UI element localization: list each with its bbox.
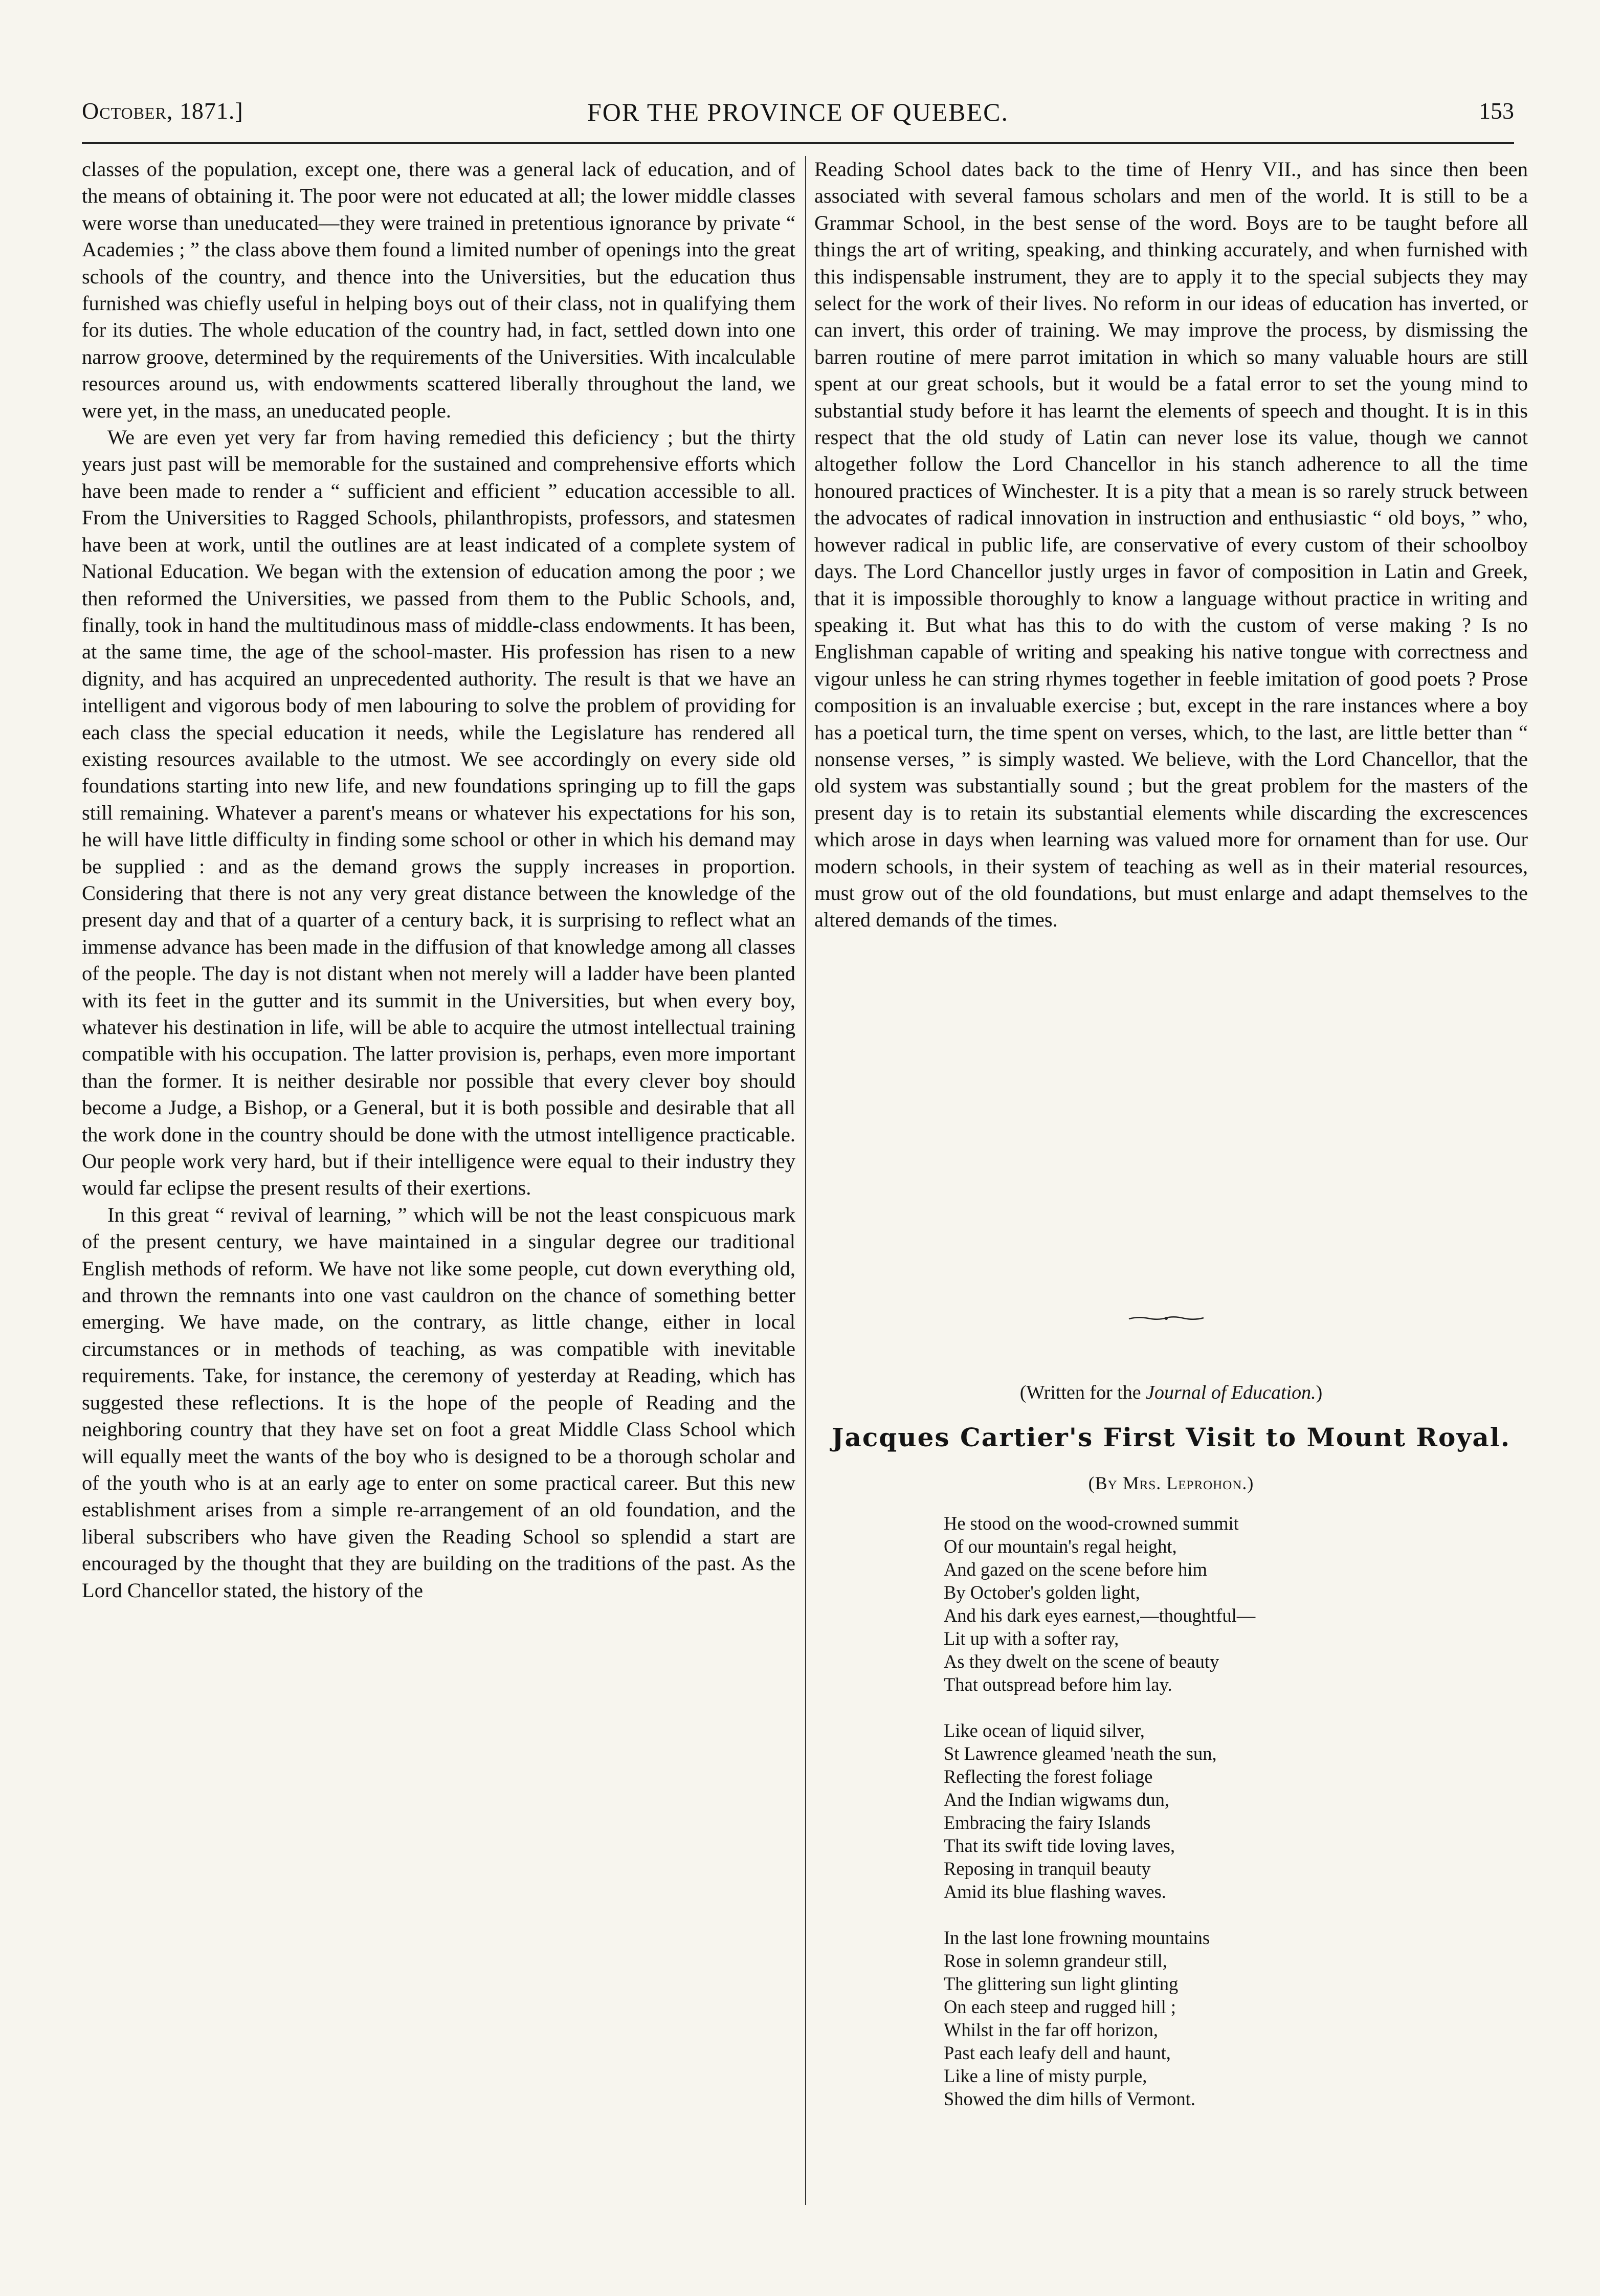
poem-line: In the last lone frowning mountains	[944, 1927, 1210, 1948]
section-ornament	[1128, 1315, 1205, 1322]
poem-line: Reposing in tranquil beauty	[944, 1858, 1151, 1879]
poem-line: Embracing the fairy Islands	[944, 1812, 1151, 1833]
header-date: October, 1871.]	[82, 98, 243, 124]
poem-line: On each steep and rugged hill ;	[944, 1996, 1176, 2017]
poem-line: That outspread before him lay.	[944, 1674, 1172, 1695]
column-divider	[805, 156, 806, 2205]
poem-line: And the Indian wigwams dun,	[944, 1789, 1169, 1810]
poem-line: Of our mountain's regal height,	[944, 1536, 1177, 1557]
poem-line: Like a line of misty purple,	[944, 2065, 1147, 2086]
poem-byline: (By Mrs. Leprohon.)	[1088, 1473, 1254, 1493]
poem-body	[944, 1512, 1506, 2133]
poem-line: And gazed on the scene before him	[944, 1559, 1207, 1580]
stanza-3	[944, 1926, 1506, 2110]
poem-line: And his dark eyes earnest,—thoughtful—	[944, 1605, 1256, 1626]
poem-line: Amid its blue flashing waves.	[944, 1881, 1166, 1902]
poem-line: Lit up with a softer ray,	[944, 1628, 1119, 1649]
right-paragraph-1: Reading School dates back to the time of Henry VII., and has since then been associated with several famous scholars and men of the world. It is still to be a Grammar School, in the best sense of the word. Boys are to be taught before all things the art of writing, speaking, and thinking accurately, and when furnished with this indispensable instrument, they are to apply it to the special subjects they may select for the work of their lives. No reform in our ideas of education has inverted, or can invert, this order of training. We may improve the process, by dismissing the barren routine of mere parrot imitation in which so many valuable hours are still spent at our great schools, but it would be a fatal error to set the young mind to substantial study before it has learnt the elements of speech and thought. It is in this respect that the old study of Latin can never lose its value, though we cannot altogether follow the Lord Chancellor in his stanch adherence to all the time honoured practices of Winchester. It is a pity that a mean is so rarely struck between the advocates of radical innovation in instruction and enthusiastic “ old boys, ” who, however radical in public life, are conservative of every custom of their schoolboy days. The Lord Chancellor justly urges in favor of composition in Latin and Greek, that it is impossible thoroughly to know a language without practice in writing and speaking it. But what has this to do with the custom of verse making ? Is no Englishman capable of writing and speaking his native tongue with correctness and vigour unless he can string rhymes together in feeble imitation of good poets ? Prose composition is an invaluable exercise ; but, except in the rare instances where a boy has a poetical turn, the time spent on verses, which, to the last, are little better than “ nonsense verses, ” is simply wasted. We believe, with the Lord Chancellor, that the old system was substantially sound ; but the great problem for the masters of the present day is to retain its substantial elements while discarding the excrescences which arose in days when learning was valued more for ornament than for use. Our modern schools, in their system of teaching as well as in their material resources, must grow out of the old foundations, but must enlarge and adapt themselves to the altered demands of the times.	[814, 158, 1528, 932]
poem-line: Past each leafy dell and haunt,	[944, 2042, 1171, 2063]
left-paragraph-2: We are even yet very far from having remedied this deficiency ; but the thirty years just past will be memorable for the sustained and comprehensive efforts which have been made to render a “ sufficient and efficient ” education accessible to all. From the Universities to Ragged Schools, philanthropists, professors, and statesmen have been at work, until the outlines are at least indicated of a complete system of National Education. We began with the extension of education among the poor ; we then reformed the Universities, we passed from them to the Public Schools, and, finally, took in hand the multitudinous mass of middle-class endowments. It has been, at the same time, the age of the school-master. His profession has risen to a new dignity, and has acquired an unprecedented authority. The result is that we have an intelligent and vigorous body of men labouring to solve the problem of providing for each class the special education it needs, while the Legislature has rendered all existing resources available to the utmost. We see accordingly on every side old foundations starting into new life, and new foundations springing up to fill the gaps still remaining. Whatever a parent's means or whatever his expectations for his son, he will have little difficulty in finding some school or other in which his demand may be supplied : and as the demand grows the supply increases in proportion. Considering that there is not any very great distance between the knowledge of the present day and that of a quarter of a century back, it is surprising to reflect what an immense advance has been made in the diffusion of that knowledge among all classes of the people. The day is not distant when not merely will a ladder have been planted with its feet in the gutter and its summit in the Universities, but when every boy, whatever his destination in life, will be able to acquire the utmost intellectual training compatible with his occupation. The latter provision is, perhaps, even more important than the former. It is neither desirable nor possible that every clever boy should become a Judge, a Bishop, or a General, but it is both possible and desirable that all the work done in the country should be done with the utmost intelligence practicable. Our people work very hard, but if their intelligence were equal to their industry they would far eclipse the present results of their exertions.	[82, 426, 795, 1200]
left-paragraph-3: In this great “ revival of learning, ” which will be not the least conspicuous mark of the present century, we have maintained in a singular degree our traditional English methods of reform. We have not like some people, cut down everything old, and thrown the remnants into one vast cauldron on the chance of something better emerging. We have made, on the contrary, as little change, either in local circumstances or in methods of teaching, as was compatible with inevitable requirements. Take, for instance, the ceremony of yesterday at Reading, which has suggested these reflections. It is the hope of the people of Reading and the neighboring country that they have set on foot a great Middle Class School which will equally meet the wants of the boy who is designed to be a thorough scholar and of the youth who is at an early age to enter on some practical career. But this new establishment arises from a simple re-arrangement of an old foundation, and the liberal subscribers who have given the Reading School so splendid a start are encouraged by the thought that they are building on the traditions of the past. As the Lord Chancellor stated, the history of the	[82, 1203, 795, 1602]
poem-line: Whilst in the far off horizon,	[944, 2019, 1158, 2040]
note-suffix: )	[1316, 1382, 1323, 1403]
poem-line: St Lawrence gleamed 'neath the sun,	[944, 1743, 1217, 1764]
poem-line: Reflecting the forest foliage	[944, 1766, 1153, 1787]
poem-title: Jacques Cartier's First Visit to Mount Royal.	[831, 1422, 1511, 1452]
poem-line: The glittering sun light glinting	[944, 1973, 1179, 1994]
journal-name: Journal of Education.	[1146, 1382, 1316, 1403]
poem-line: As they dwelt on the scene of beauty	[944, 1651, 1219, 1672]
note-prefix: (Written for the	[1019, 1382, 1146, 1403]
poem-line: Rose in solemn grandeur still,	[944, 1950, 1167, 1971]
right-column	[814, 156, 1528, 934]
page-number: 153	[1479, 98, 1514, 124]
stanza-1	[944, 1512, 1506, 1696]
poem-line: By October's golden light,	[944, 1582, 1140, 1603]
left-paragraph-1: classes of the population, except one, there was a general lack of education, and of the means of obtaining it. The poor were not educated at all; the lower middle classes were worse than uneducated—they were trained in pretentious ignorance by private “ Academies ; ” the class above them found a limited number of openings into the great schools of the country, and thence into the Universities, but the education thus furnished was chiefly useful in helping boys out of their class, not in qualifying them for its duties. The whole education of the country had, in fact, settled down into one narrow groove, determined by the requirements of the Universities. With incalculable resources around us, with endowments scattered liberally throughout the land, we were yet, in the mass, an uneducated people.	[82, 158, 795, 422]
header-rule	[82, 142, 1514, 144]
written-for-note	[814, 1381, 1528, 1404]
poem-line: He stood on the wood-crowned summit	[944, 1513, 1239, 1534]
poem-line: That its swift tide loving laves,	[944, 1835, 1175, 1856]
left-column	[82, 156, 795, 1604]
stanza-2	[944, 1719, 1506, 1903]
header-title: FOR THE PROVINCE OF QUEBEC.	[587, 98, 1009, 126]
poem-line: Showed the dim hills of Vermont.	[944, 2088, 1196, 2109]
poem-line: Like ocean of liquid silver,	[944, 1720, 1145, 1741]
running-header	[82, 97, 1514, 133]
